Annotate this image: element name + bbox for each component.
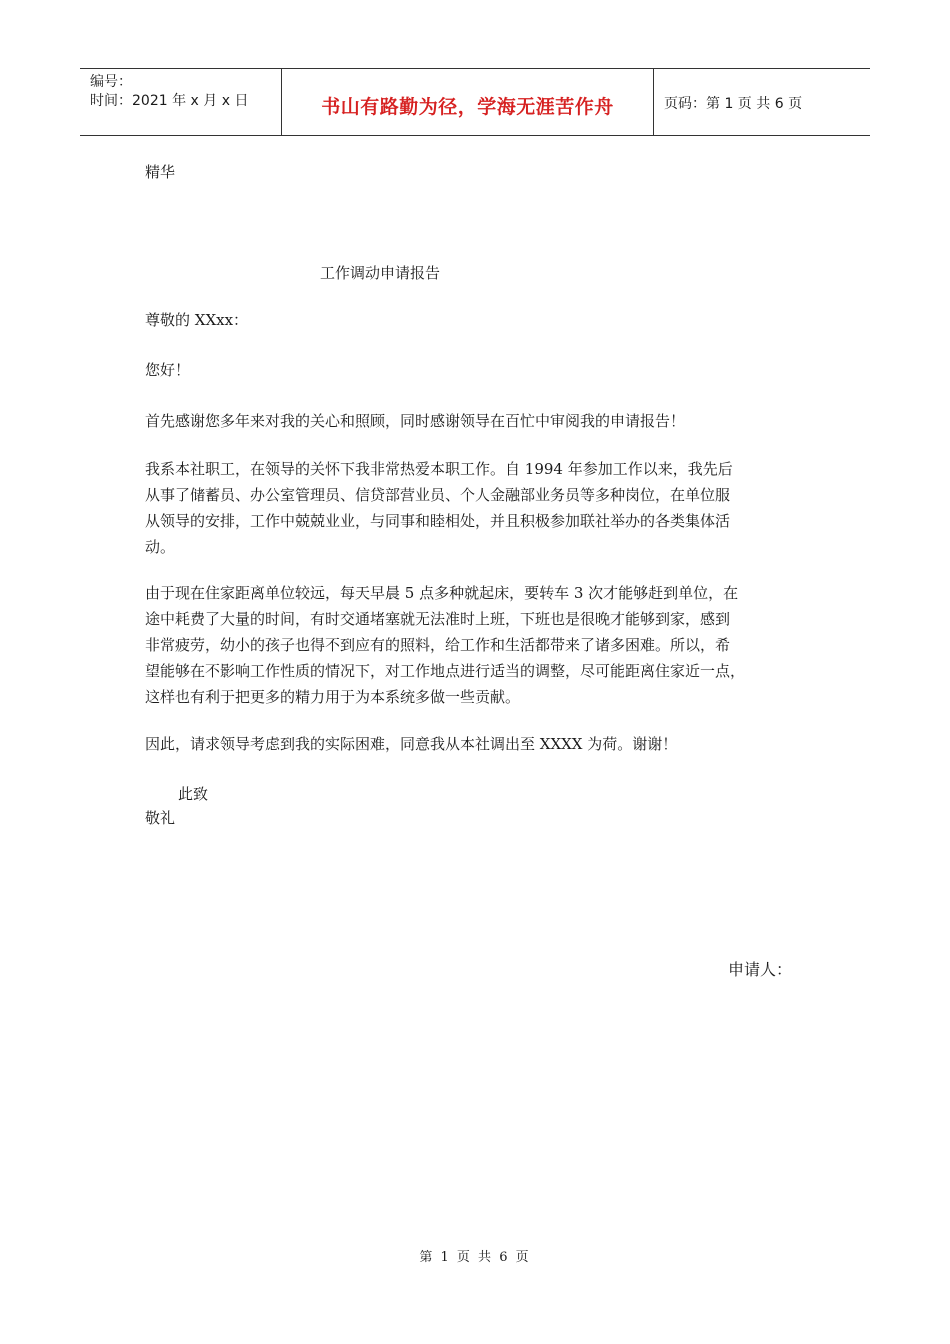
salutation: 尊敬的 XXxx： bbox=[145, 311, 249, 329]
paragraph-request: 因此，请求领导考虑到我的实际困难，同意我从本社调出至 XXXX 为荷。谢谢！ bbox=[145, 735, 678, 753]
paragraph-line: 由于现在住家距离单位较远，每天早晨 5 点多种就起床，要转车 3 次才能够赶到单位，在 bbox=[145, 584, 739, 602]
applicant-label: 申请人： bbox=[728, 960, 793, 979]
paragraph-line: 非常疲劳，幼小的孩子也得不到应有的照料，给工作和生活都带来了诸多困难。所以，希 bbox=[145, 636, 731, 654]
paragraph-line: 这样也有利于把更多的精力用于为本系统多做一些贡献。 bbox=[145, 688, 521, 706]
paragraph-reason bbox=[145, 580, 805, 710]
paragraph-line: 途中耗费了大量的时间，有时交通堵塞就无法准时上班，下班也是很晚才能够到家，感到 bbox=[145, 610, 731, 628]
header-page-info: 页码：第 1 页 共 6 页 bbox=[664, 96, 803, 112]
doc-title: 工作调动申请报告 bbox=[320, 264, 441, 282]
header-meta bbox=[80, 69, 282, 135]
paragraph-line: 我系本社职工，在领导的关怀下我非常热爱本职工作。自 1994 年参加工作以来，我先后 bbox=[145, 460, 733, 478]
closing-jingli: 敬礼 bbox=[145, 809, 176, 827]
number-label: 编号： bbox=[90, 74, 132, 90]
document-header bbox=[80, 68, 870, 136]
header-motto: 书山有路勤为径，学海无涯苦作舟 bbox=[282, 69, 654, 135]
paragraph-thanks: 首先感谢您多年来对我的关心和照顾，同时感谢领导在百忙中审阅我的申请报告！ bbox=[145, 412, 686, 430]
paragraph-line: 望能够在不影响工作性质的情况下，对工作地点进行适当的调整，尽可能距离住家近一点， bbox=[145, 662, 746, 680]
paragraph-line: 从领导的安排，工作中兢兢业业，与同事和睦相处，并且积极参加联社举办的各类集体活 bbox=[145, 512, 731, 530]
greeting: 您好！ bbox=[145, 361, 191, 379]
date-label: 时间：2021 年 x 月 x 日 bbox=[90, 93, 249, 109]
doc-tag: 精华 bbox=[145, 163, 176, 181]
closing-cizhi: 此致 bbox=[178, 785, 209, 803]
page-footer: 第 1 页 共 6 页 bbox=[419, 1250, 531, 1265]
paragraph-line: 动。 bbox=[145, 538, 176, 556]
paragraph-background bbox=[145, 456, 805, 560]
paragraph-line: 从事了储蓄员、办公室管理员、信贷部营业员、个人金融部业务员等多种岗位，在单位服 bbox=[145, 486, 731, 504]
